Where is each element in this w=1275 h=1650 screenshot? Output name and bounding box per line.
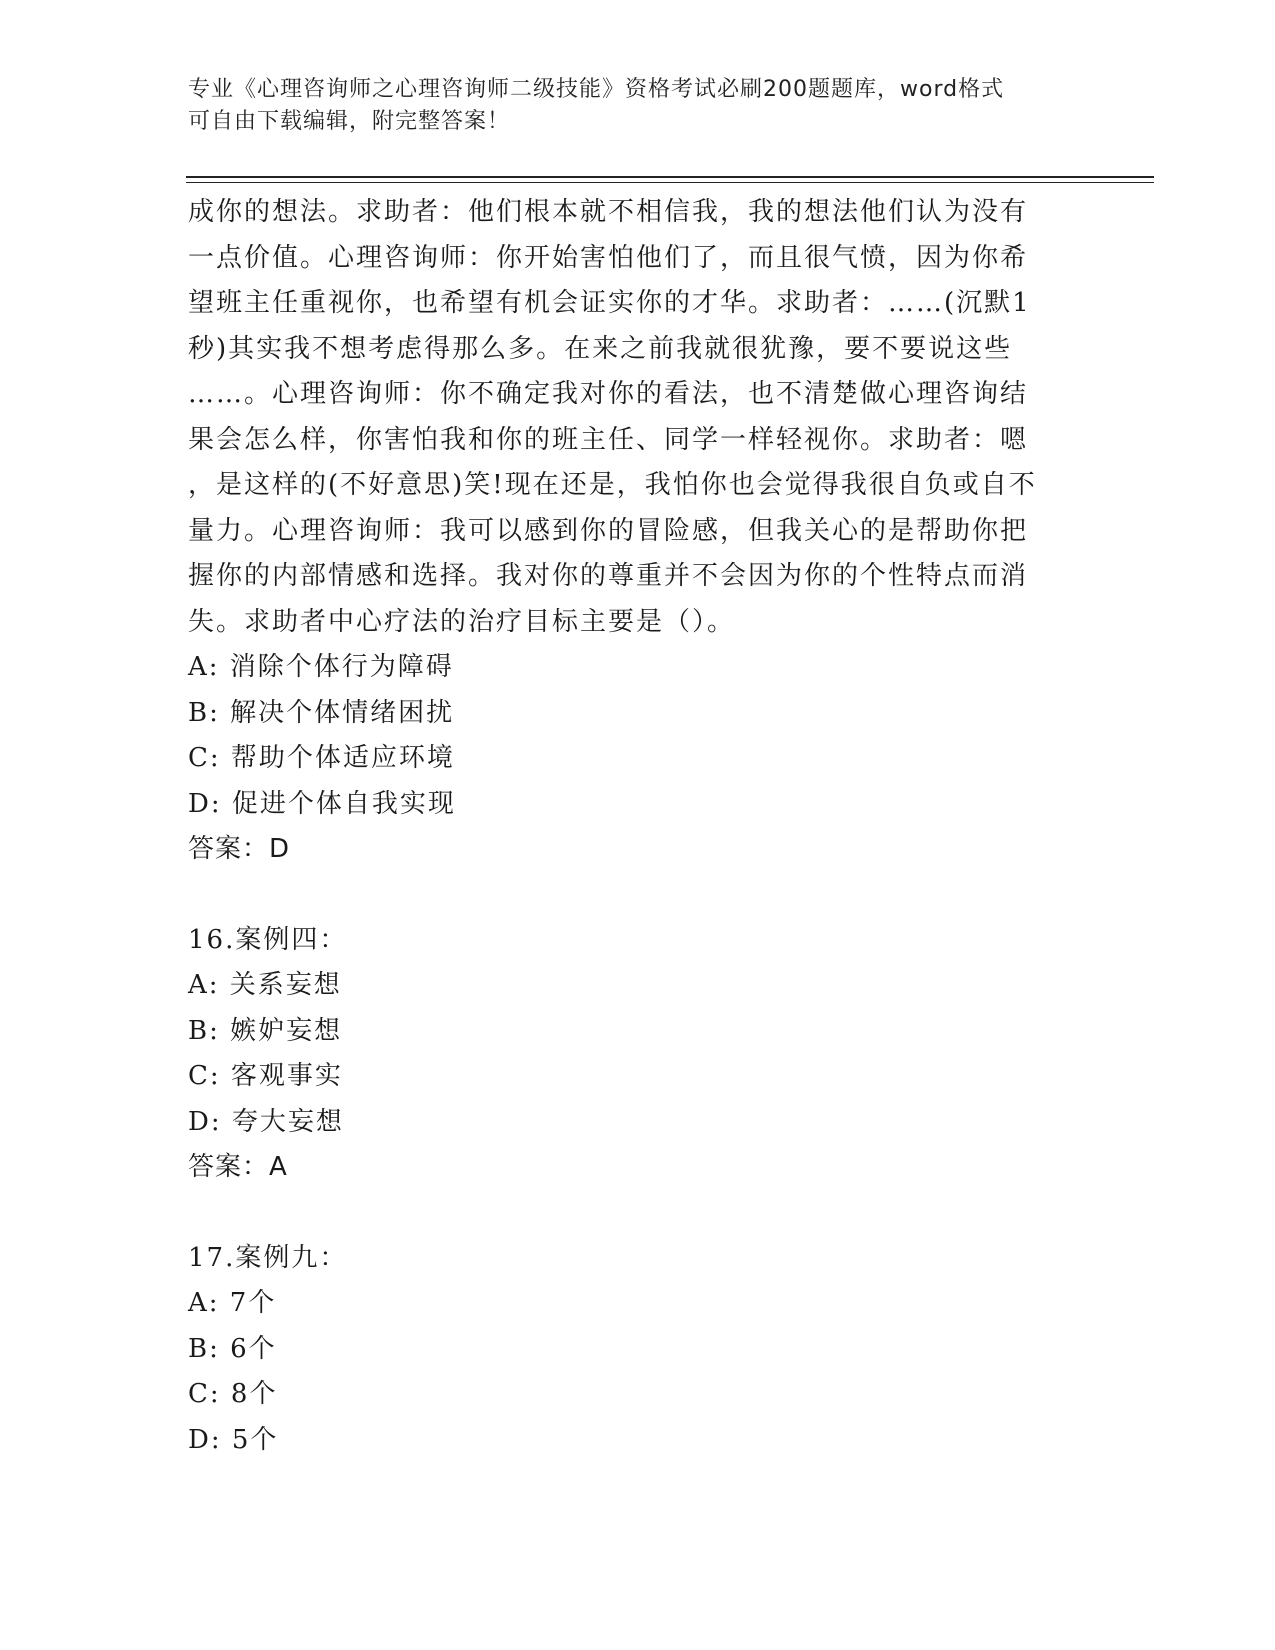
option-a: A: 消除个体行为障碍 (188, 652, 454, 682)
option-c: C: 客观事实 (188, 1061, 343, 1091)
option-b: B: 解决个体情绪困扰 (188, 697, 455, 728)
passage-line: 握你的内部情感和选择。我对你的尊重并不会因为你的个性特点而消 (188, 561, 1029, 591)
option-c: C: 帮助个体适应环境 (188, 743, 455, 773)
passage-line: 成你的想法。求助者：他们根本就不相信我，我的想法他们认为没有 (188, 197, 1029, 227)
header-line-1: 专业《心理咨询师之心理咨询师二级技能》资格考试必刷200题题库，word格式 (188, 77, 1005, 102)
option-d: D: 促进个体自我实现 (188, 788, 456, 819)
passage-line: ……。心理咨询师：你不确定我对你的看法，也不清楚做心理咨询结 (188, 379, 1029, 409)
header-rule-thick (186, 176, 1154, 178)
option-b: B: 嫉妒妄想 (188, 1015, 343, 1046)
question-passage (188, 190, 1088, 645)
answer-label: 答案：D (188, 834, 291, 864)
header-rule-thin (186, 182, 1154, 183)
passage-line: 果会怎么样，你害怕我和你的班主任、同学一样轻视你。求助者：嗯 (188, 424, 1029, 455)
passage-line: ，是这样的(不好意思)笑!现在还是，我怕你也会觉得我很自负或自不 (188, 470, 1037, 500)
spacer (188, 1191, 1088, 1236)
passage-line: 一点价值。心理咨询师：你开始害怕他们了，而且很气愤，因为你希 (188, 242, 1029, 273)
passage-line: 量力。心理咨询师：我可以感到你的冒险感，但我关心的是帮助你把 (188, 515, 1029, 546)
question-title: 16.案例四： (188, 924, 348, 955)
passage-line: 秒)其实我不想考虑得那么多。在来之前我就很犹豫，要不要说这些 (188, 333, 1013, 364)
option-a: A: 关系妄想 (188, 970, 342, 1000)
option-d: D: 夸大妄想 (188, 1106, 344, 1137)
question-15-options (188, 645, 1088, 827)
spacer (188, 873, 1088, 918)
answer-label: 答案：A (188, 1152, 288, 1182)
option-a: A: 7个 (188, 1288, 277, 1318)
question-title: 17.案例九： (188, 1242, 348, 1273)
document-header (188, 74, 1068, 138)
passage-line: 失。求助者中心疗法的治疗目标主要是（）。 (188, 606, 736, 637)
document-body (188, 190, 1088, 1463)
header-line-2: 可自由下载编辑，附完整答案！ (188, 109, 511, 134)
question-16 (188, 918, 1088, 1191)
option-b: B: 6个 (188, 1333, 277, 1364)
option-d: D: 5个 (188, 1424, 279, 1455)
passage-line: 望班主任重视你，也希望有机会证实你的才华。求助者：……(沉默1 (188, 288, 1031, 318)
question-17 (188, 1236, 1088, 1464)
option-c: C: 8个 (188, 1379, 278, 1409)
